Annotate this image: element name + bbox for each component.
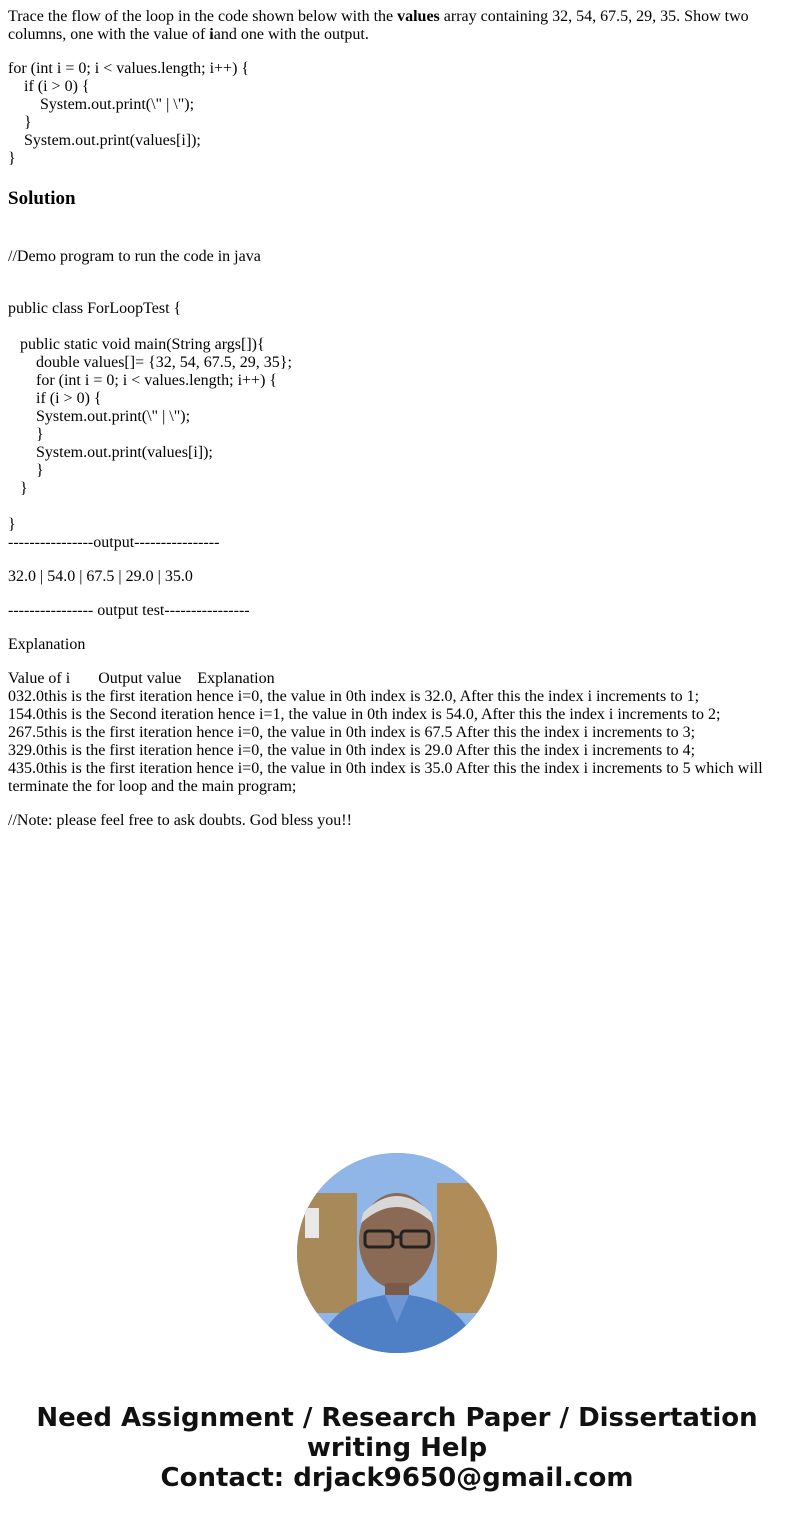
banner-line: writing Help <box>306 1433 488 1463</box>
code-line: public static void main(String args[]){ <box>8 336 265 353</box>
code-line: System.out.print(\" | \"); <box>8 96 195 113</box>
table-row: 329.0this is the first iteration hence i=0, the value in 0th index is 29.0 After this the index i increments to 4; <box>8 742 696 759</box>
code-line: double values[]= {32, 54, 67.5, 29, 35}; <box>8 354 292 371</box>
question-code <box>8 60 786 168</box>
demo-comment: //Demo program to run the code in java <box>8 248 261 265</box>
code-line: System.out.print(values[i]); <box>8 444 213 461</box>
promo-banner <box>0 1403 794 1493</box>
code-line: } <box>8 480 28 497</box>
explanation-table <box>8 670 786 796</box>
table-row: 435.0this is the first iteration hence i=0, the value in 0th index is 35.0 After this the index i increments to 5 which will terminate the for loop and the main program; <box>8 760 763 795</box>
bold-values: values <box>397 8 440 25</box>
code-line: System.out.print(values[i]); <box>8 132 201 149</box>
bold-i: i <box>209 26 214 43</box>
table-row: 154.0this is the Second iteration hence i=1, the value in 0th index is 54.0, After this the index i increments to 2; <box>8 706 721 723</box>
code-line: } <box>8 516 16 533</box>
code-line: } <box>8 114 32 131</box>
code-line: for (int i = 0; i < values.length; i++) { <box>8 372 278 389</box>
code-line: if (i > 0) { <box>8 78 90 95</box>
closing-note: //Note: please feel free to ask doubts. God bless you!! <box>8 812 352 829</box>
output-divider: ----------------output---------------- <box>8 534 220 551</box>
person-photo-icon <box>297 1153 497 1353</box>
code-line: System.out.print(\" | \"); <box>8 408 191 425</box>
table-row: 267.5this is the first iteration hence i=0, the value in 0th index is 67.5 After this the index i increments to 3; <box>8 724 696 741</box>
code-line: if (i > 0) { <box>8 390 102 407</box>
code-line <box>8 318 786 336</box>
output-value: 32.0 | 54.0 | 67.5 | 29.0 | 35.0 <box>8 568 193 585</box>
solution-heading: Solution <box>8 188 76 209</box>
document-body <box>8 8 786 830</box>
code-line: for (int i = 0; i < values.length; i++) { <box>8 60 250 77</box>
code-line: } <box>8 426 44 443</box>
question-text: Trace the flow of the loop in the code shown below with the values array containing 32, 54, 67.5, 29, 35. Show two columns, one with the value of iand one with the output. <box>8 8 749 43</box>
table-row: 032.0this is the first iteration hence i=0, the value in 0th index is 32.0, After this the index i increments to 1; <box>8 688 700 705</box>
banner-contact: Contact: drjack9650@gmail.com <box>160 1463 634 1493</box>
banner-line: Need Assignment / Research Paper / Dissertation <box>36 1403 758 1433</box>
table-header: Value of i Output value Explanation <box>8 670 275 687</box>
author-avatar <box>297 1153 497 1353</box>
code-line <box>8 498 786 516</box>
class-code <box>8 300 786 534</box>
explanation-title: Explanation <box>8 636 86 653</box>
code-line: public class ForLoopTest { <box>8 300 182 317</box>
code-line: } <box>8 462 44 479</box>
output-test-divider: ---------------- output test---------------- <box>8 602 250 619</box>
code-line: } <box>8 150 16 167</box>
